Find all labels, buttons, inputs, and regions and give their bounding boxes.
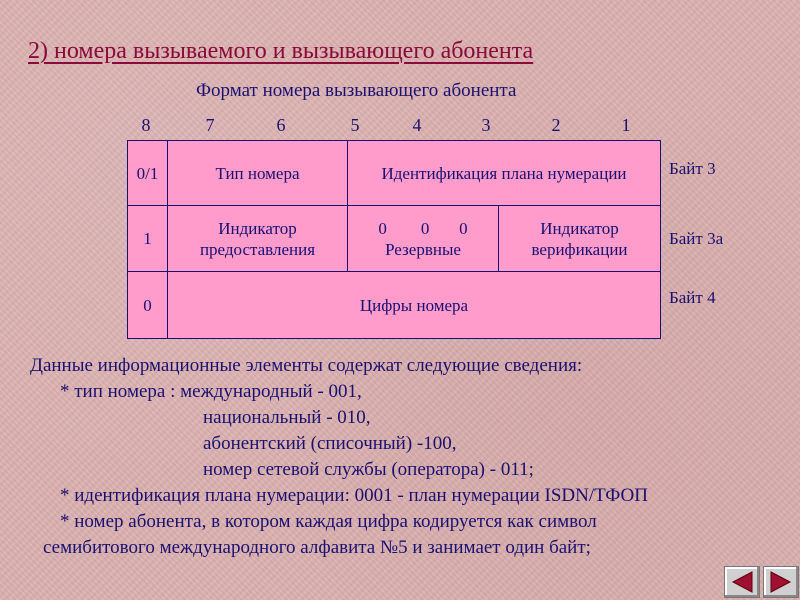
byte-label-3a: Байт 3а [669,229,724,248]
plan-identification-line: * идентификация плана нумерации: 0001 - план нумерации ISDN/ТФОП [60,485,648,506]
national-line: национальный - 010, [203,407,371,428]
subscriber-line: абонентский (списочный) -100, [203,433,457,454]
byte-label-3: Байт 3 [669,159,716,178]
description-block [30,353,648,561]
bit-number-1: 1 [621,115,631,135]
back-button[interactable] [724,566,760,598]
network-service-line: номер сетевой службы (оператора) - 011; [203,459,534,480]
bit-number-3: 3 [481,115,491,135]
subscriber-number-line-2: семибитового международного алфавита №5 и занимает один байт; [43,537,591,558]
number-type-cell: Тип номера [167,140,348,206]
bit-number-7: 7 [205,115,215,135]
forward-button[interactable] [763,566,799,598]
number-digits-cell: Цифры номера [167,271,661,339]
ext-bit-cell-row1: 0/1 [127,140,168,206]
bit-number-5: 5 [350,115,360,135]
subscriber-number-line-1: * номер абонента, в котором каждая цифра кодируется как символ [60,511,597,532]
bit-number-2: 2 [551,115,561,135]
ext-bit-cell-row2: 1 [127,205,168,272]
ext-bit-cell-row3: 0 [127,271,168,339]
format-caption: Формат номера вызывающего абонента [196,80,517,101]
plan-identification-cell: Идентификация плана нумерации [347,140,661,206]
slide-title: 2) номера вызываемого и вызывающего абонента [28,38,534,64]
byte-label-4: Байт 4 [669,288,716,307]
back-arrow-icon [725,567,759,597]
bit-number-4: 4 [412,115,422,135]
presentation-indicator-cell: Индикатор предоставления [167,205,348,272]
number-type-line: * тип номера : международный - 001, [60,381,362,402]
bit-number-6: 6 [276,115,286,135]
verification-indicator-cell: Индикатор верификации [498,205,661,272]
forward-arrow-icon [764,567,798,597]
bit-number-8: 8 [141,115,151,135]
reserved-bits-cell: 0 0 0 Резервные [347,205,499,272]
description-intro: Данные информационные элементы содержат следующие сведения: [30,355,583,376]
